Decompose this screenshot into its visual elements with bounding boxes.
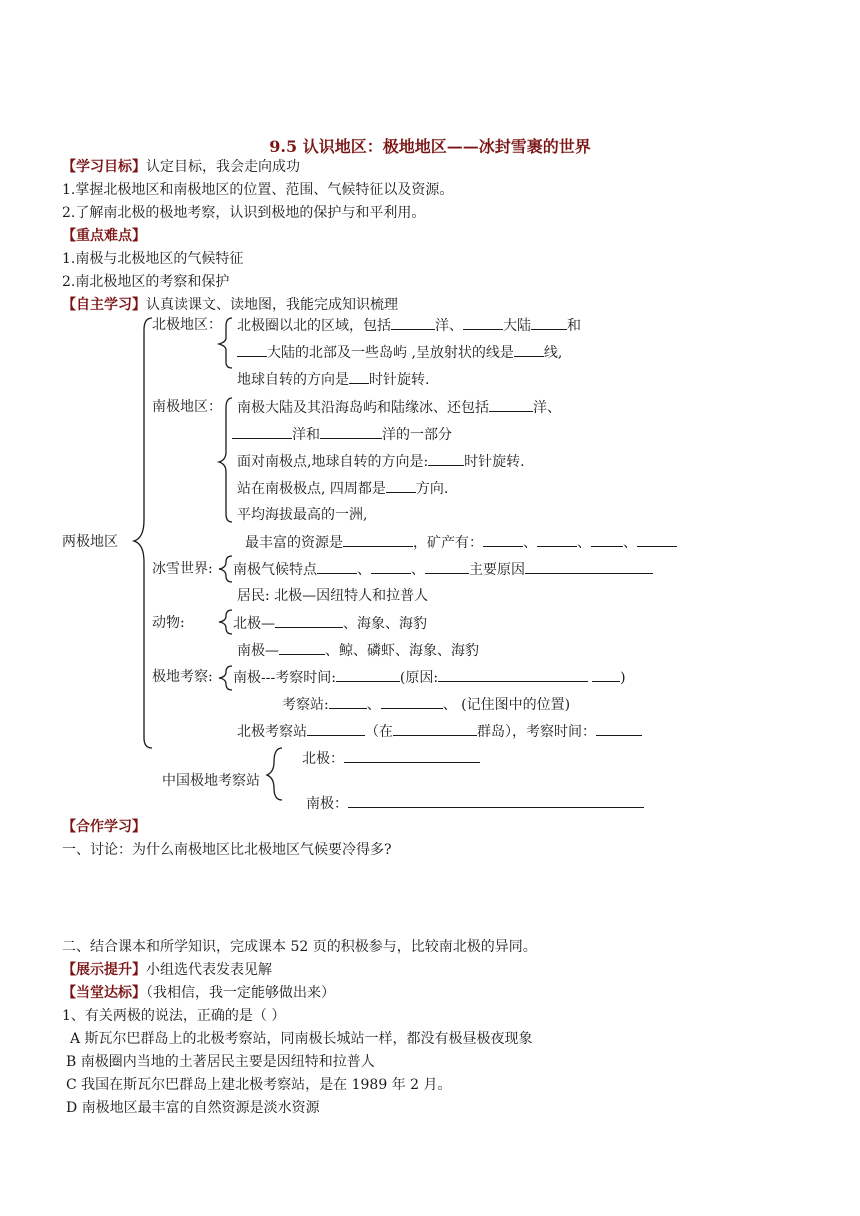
animals-text: 北极—: [233, 616, 275, 632]
expedition-text: 南极---考察时间:: [233, 670, 336, 686]
blank-field[interactable]: [320, 425, 382, 439]
ice-text: 、: [411, 562, 425, 578]
south-label: 南极地区：: [152, 399, 222, 415]
north-line-2: [237, 343, 562, 362]
south-text: 、: [523, 535, 537, 551]
blank-field[interactable]: [317, 560, 357, 574]
ice-text: 主要原因: [469, 562, 525, 578]
animals-line-2: [237, 641, 479, 660]
question-1: 1、有关两极的说法，正确的是（ ）: [62, 1008, 286, 1024]
class-test-heading: 【当堂达标】: [62, 985, 146, 1001]
ice-brace: [219, 556, 232, 582]
option-b: B 南极圈内当地的土著居民主要是因纽特和拉普人: [66, 1054, 375, 1070]
expedition-text: (原因:: [399, 670, 439, 686]
north-text: 时针旋转.: [369, 372, 430, 388]
blank-field[interactable]: [463, 316, 503, 330]
blank-field[interactable]: [381, 695, 443, 709]
south-text: 南极大陆及其沿海岛屿和陆缘冰、还包括: [237, 400, 489, 416]
coop-heading: 【合作学习】: [62, 819, 146, 835]
objective-item: 2.了解南北极的极地考察，认识到极地的保护与和平利用。: [62, 205, 426, 221]
show-text: 小组选代表发表见解: [146, 962, 272, 978]
blank-field[interactable]: [438, 668, 588, 682]
blank-field[interactable]: [514, 343, 544, 357]
blank-field[interactable]: [525, 560, 653, 574]
expedition-text: 群岛），考察时间：: [477, 724, 596, 740]
south-text: 、: [577, 535, 591, 551]
china-south-line: [306, 794, 644, 813]
china-north-line: [302, 749, 480, 768]
south-line-2: [232, 425, 452, 444]
ice-label: 冰雪世界:: [152, 561, 213, 577]
animals-text: 南极—: [237, 643, 279, 659]
objectives-intro: 认定目标，我会走向成功: [146, 159, 300, 175]
north-line-1: [237, 316, 581, 335]
ice-text: 南极气候特点: [233, 562, 317, 578]
south-text: 面对南极点,地球自转的方向是:: [237, 454, 429, 470]
north-text: 线,: [543, 345, 563, 361]
blank-field[interactable]: [425, 560, 469, 574]
expedition-text: （在: [365, 724, 393, 740]
south-text: 时针旋转.: [464, 454, 525, 470]
south-text: 洋、: [533, 400, 561, 416]
south-line-4: [237, 479, 448, 498]
coop-question-1: 一、讨论：为什么南极地区比北极地区气候要冷得多?: [62, 842, 392, 858]
animals-brace: [219, 610, 232, 634]
south-text: 洋的一部分: [382, 427, 452, 443]
blank-field[interactable]: [232, 425, 292, 439]
blank-field[interactable]: [329, 695, 367, 709]
ice-line-1: [233, 560, 653, 579]
root-label: 两极地区: [62, 534, 118, 550]
south-text: 洋和: [292, 427, 320, 443]
blank-field[interactable]: [531, 316, 567, 330]
blank-field[interactable]: [483, 533, 523, 547]
expedition-line-1: [233, 668, 626, 687]
expedition-line-3: [237, 722, 642, 741]
blank-field[interactable]: [275, 614, 343, 628]
blank-field[interactable]: [371, 560, 411, 574]
south-line-6: [245, 533, 677, 552]
class-test-section: [62, 984, 335, 1002]
class-test-intro: （我相信，我一定能够做出来）: [146, 985, 335, 1001]
expedition-text: 、 (记住图中的位置): [442, 697, 571, 713]
south-text: ，矿产有：: [413, 535, 483, 551]
south-line-3: [237, 452, 525, 471]
south-text: 最丰富的资源是: [245, 535, 343, 551]
key-point-item: 1.南极与北极地区的气候特征: [62, 251, 244, 267]
objective-item: 1.掌握北极地区和南极地区的位置、范围、气候特征以及资源。: [62, 182, 454, 198]
south-text: 、: [623, 535, 637, 551]
china-text: 南极：: [306, 796, 348, 812]
north-text: 洋、: [435, 318, 463, 334]
ice-text: 、: [357, 562, 371, 578]
animals-text: 、鲸、磷虾、海象、海豹: [325, 643, 479, 659]
blank-field[interactable]: [637, 533, 677, 547]
south-line-1: [237, 398, 561, 417]
blank-field[interactable]: [391, 316, 435, 330]
coop-question-2: 二、结合课本和所学知识，完成课本 52 页的积极参与，比较南北极的异同。: [62, 939, 537, 955]
north-text: 北极圈以北的区域，包括: [237, 318, 391, 334]
option-c: C 我国在斯瓦尔巴群岛上建北极考察站，是在 1989 年 2 月。: [66, 1077, 452, 1093]
blank-field[interactable]: [336, 668, 400, 682]
expedition-brace: [219, 666, 232, 690]
blank-field[interactable]: [349, 370, 369, 384]
south-text: 方向.: [415, 481, 449, 497]
key-point-item: 2.南北极地区的考察和保护: [62, 274, 230, 290]
blank-field[interactable]: [489, 398, 533, 412]
blank-field[interactable]: [592, 668, 620, 682]
blank-field[interactable]: [386, 479, 416, 493]
option-d: D 南极地区最丰富的自然资源是淡水资源: [66, 1100, 320, 1116]
blank-field[interactable]: [428, 452, 464, 466]
china-text: 北极：: [302, 751, 344, 767]
expedition-text: 北极考察站: [237, 724, 307, 740]
south-line-5: 平均海拔最高的一洲,: [237, 507, 368, 523]
blank-field[interactable]: [279, 641, 325, 655]
blank-field[interactable]: [237, 343, 267, 357]
north-text: 大陆: [503, 318, 531, 334]
animals-label: 动物:: [152, 615, 185, 631]
blank-field[interactable]: [343, 533, 413, 547]
animals-text: 、海象、海豹: [343, 616, 427, 632]
blank-field[interactable]: [591, 533, 623, 547]
north-label: 北极地区：: [152, 317, 222, 333]
blank-field[interactable]: [307, 722, 365, 736]
expedition-line-2: [282, 695, 570, 714]
self-study-heading: 【自主学习】: [62, 297, 146, 313]
blank-field[interactable]: [596, 722, 642, 736]
south-brace: [219, 398, 232, 522]
key-points-heading: 【重点难点】: [62, 228, 146, 244]
animals-line-1: [233, 614, 427, 633]
residents-line: 居民: 北极—因纽特人和拉普人: [237, 588, 429, 604]
expedition-text: ): [620, 670, 626, 686]
page-title: 9.5 认识地区：极地地区——冰封雪裹的世界: [269, 137, 591, 156]
expedition-label: 极地考察:: [152, 669, 213, 685]
blank-field[interactable]: [348, 794, 644, 808]
blank-field[interactable]: [344, 749, 480, 763]
show-section: [62, 961, 272, 979]
self-study-intro: 认真读课文、读地图，我能完成知识梳理: [146, 297, 398, 313]
blank-field[interactable]: [393, 722, 477, 736]
expedition-text: 考察站:: [282, 697, 329, 713]
north-line-3: [237, 370, 429, 389]
north-text: 大陆的北部及一些岛屿 ,呈放射状的线是: [267, 345, 514, 361]
option-a: A 斯瓦尔巴群岛上的北极考察站，同南极长城站一样，都没有极昼极夜现象: [70, 1031, 533, 1047]
expedition-text: 、: [366, 697, 381, 713]
china-stations-label: 中国极地考察站: [162, 773, 260, 789]
north-text: 地球自转的方向是: [237, 372, 349, 388]
south-text: 站在南极极点, 四周都是: [237, 481, 386, 497]
root-brace: [134, 318, 152, 748]
objectives-heading: 【学习目标】: [62, 159, 146, 175]
china-brace: [267, 748, 282, 800]
north-text: 和: [567, 318, 581, 334]
blank-field[interactable]: [537, 533, 577, 547]
show-heading: 【展示提升】: [62, 962, 146, 978]
